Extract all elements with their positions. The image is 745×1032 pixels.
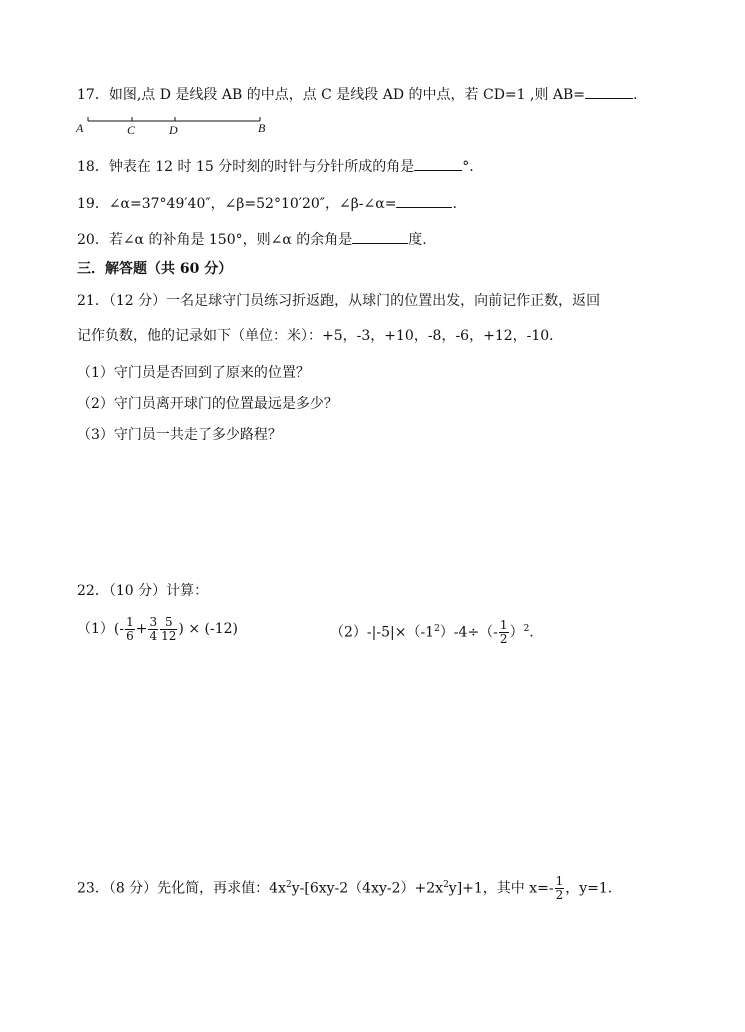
q23-a: 23．（8 分）先化简，再求值：4x <box>77 880 286 897</box>
q22-p2-mid: ）-4÷（- <box>439 624 498 641</box>
fraction-1-2 <box>555 875 565 902</box>
q21-sub-2: （2）守门员离开球门的位置最远是多少？ <box>77 396 338 412</box>
question-19 <box>77 193 457 214</box>
q22-p2-close: ） <box>509 624 524 641</box>
q22-p2-exponent-2: 2 <box>523 624 530 634</box>
segment-diagram <box>72 112 272 142</box>
fraction-3-4 <box>148 616 158 643</box>
fraction-5-12 <box>160 616 177 643</box>
q18-end: °. <box>462 159 474 175</box>
point-label-d: D <box>169 123 178 137</box>
q19-answer-blank[interactable] <box>396 193 452 208</box>
q20-text: 20．若∠α 的补角是 150°，则∠α 的余角是 <box>77 232 353 248</box>
q18-answer-blank[interactable] <box>414 156 462 171</box>
q23-b: y-[6xy-2（4xy-2）+2x <box>291 880 444 897</box>
q23-d: ，y=1． <box>565 880 622 897</box>
q23-c: y]+1，其中 x=- <box>448 880 554 897</box>
q21-sub-1: （1）守门员是否回到了原来的位置？ <box>77 365 310 381</box>
q19-text: 19．∠α=37°49′40″，∠β=52°10′20″，∠β-∠α= <box>77 196 397 212</box>
frac-num: 1 <box>499 618 508 633</box>
frac-den: 2 <box>499 632 508 647</box>
q23-exp-1: 2 <box>285 880 292 890</box>
q22-title: 22．（10 分）计算： <box>77 583 209 599</box>
plus-sign: + <box>135 621 148 637</box>
q17-answer-blank[interactable] <box>585 84 633 99</box>
frac-num: 1 <box>555 874 564 889</box>
q23-exp-2: 2 <box>443 880 449 890</box>
point-label-a: A <box>76 121 84 135</box>
q18-text: 18．钟表在 12 时 15 分时刻的时针与分针所成的角是 <box>77 159 415 175</box>
q17-text: 17．如图,点 D 是线段 AB 的中点，点 C 是线段 AD 的中点，若 CD=1 ,则 AB= <box>77 87 586 103</box>
frac-num: 5 <box>160 616 177 630</box>
frac-num: 1 <box>126 614 134 629</box>
question-18 <box>77 156 474 177</box>
fraction-1-6 <box>125 616 135 643</box>
q22-part-2 <box>330 614 534 648</box>
q22-p1-prefix: （1）(- <box>77 621 125 637</box>
q21-line-2: 记作负数，他的记录如下（单位：米）：+5，-3，+10，-8，-6，+12，-10． <box>77 328 564 344</box>
q17-end: . <box>633 87 638 103</box>
frac-den: 6 <box>126 628 134 643</box>
q20-end: 度. <box>408 232 427 248</box>
question-23 <box>77 870 622 904</box>
section-3-title: 三．解答题（共 60 分） <box>77 261 233 277</box>
q19-end: . <box>452 196 457 212</box>
q22-part-1 <box>77 614 238 644</box>
q22-p1-suffix: ) × (-12) <box>178 621 238 637</box>
q21-sub-3: （3）守门员一共走了多少路程？ <box>77 427 282 443</box>
frac-den: 12 <box>161 628 177 643</box>
fraction-1-2 <box>499 619 509 646</box>
q22-p2-exponent: 2 <box>434 624 440 634</box>
point-label-c: C <box>127 123 136 137</box>
q20-answer-blank[interactable] <box>352 229 408 244</box>
frac-den: 4 <box>149 628 158 643</box>
question-20 <box>77 229 427 250</box>
frac-den: 2 <box>555 888 564 903</box>
q22-p2-end: . <box>529 624 534 641</box>
frac-num: 3 <box>149 614 158 629</box>
q22-p2-prefix: （2）-|-5|×（-1 <box>330 624 435 641</box>
question-17 <box>77 84 638 105</box>
point-label-b: B <box>258 121 266 135</box>
q21-line-1: 21．（12 分）一名足球守门员练习折返跑，从球门的位置出发，向前记作正数，返回 <box>77 293 601 309</box>
